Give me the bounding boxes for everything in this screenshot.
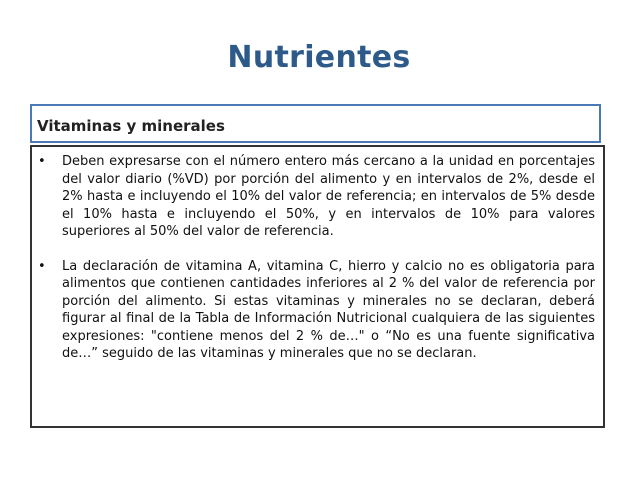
bullet-item	[32, 153, 603, 241]
section-header-box	[30, 104, 601, 143]
bullet-text: Deben expresarse con el número entero más cercano a la unidad en porcentajes del valor diario (%VD) por porción del alimento y en intervalos de 2%, desde el 2% hasta e incluyendo el 10% del valor de referencia; en intervalos de 5% desde el 10% hasta e incluyendo el 50%, y en intervalos de 10% para valores superiores al 50% del valor de referencia.	[62, 154, 595, 239]
bullet-text: La declaración de vitamina A, vitamina C, hierro y calcio no es obligatoria para alimentos que contienen cantidades inferiores al 2 % del valor de referencia por porción del alimento. Si estas vitaminas y minerales no se declaran, deberá figurar al final de la Tabla de Información Nutricional cualquiera de las siguientes expresiones: "contiene menos del 2 % de…" o “No es una fuente significativa de…” seguido de las vitaminas y minerales que no se declaran.	[62, 258, 595, 361]
bullet-item	[32, 258, 603, 363]
bullet-marker: •	[38, 258, 46, 274]
bullet-list	[32, 153, 603, 363]
slide-title: Nutrientes	[227, 40, 411, 75]
section-header-label: Vitaminas y minerales	[37, 117, 225, 135]
content-box	[30, 145, 605, 428]
bullet-marker: •	[38, 154, 46, 169]
